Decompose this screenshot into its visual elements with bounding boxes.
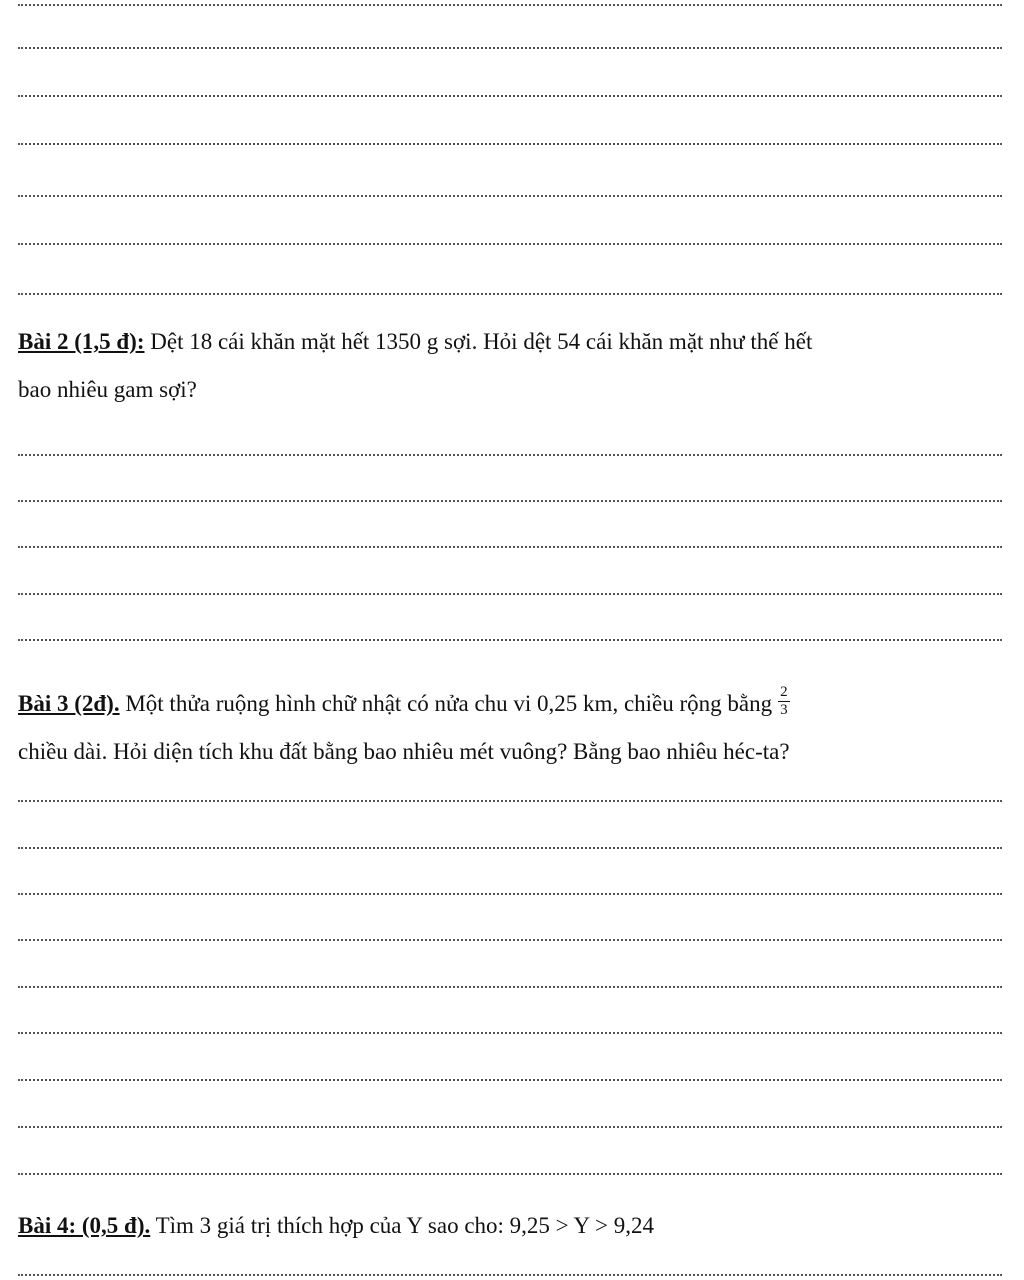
answer-line <box>18 546 1002 548</box>
answer-line <box>18 500 1002 502</box>
answer-line <box>18 847 1002 849</box>
answer-line <box>18 454 1002 456</box>
problem-2-line-1 <box>18 318 1008 366</box>
problem-4-text: Tìm 3 giá trị thích hợp của Y sao cho: 9,25 > Y > 9,24 <box>150 1213 655 1238</box>
fraction <box>778 684 790 719</box>
problem-3-line-1 <box>18 680 1008 728</box>
answer-line <box>18 939 1002 941</box>
problem-3-line-2: chiều dài. Hỏi diện tích khu đất bằng bao nhiêu mét vuông? Bằng bao nhiêu héc-ta? <box>18 739 790 764</box>
answer-line <box>18 95 1002 97</box>
answer-line <box>18 593 1002 595</box>
answer-line <box>18 986 1002 988</box>
problem-3-text: Một thửa ruộng hình chữ nhật có nửa chu vi 0,25 km, chiều rộng bằng <box>119 691 773 716</box>
fraction-numerator: 2 <box>780 684 788 701</box>
problem-2 <box>18 318 1008 414</box>
answer-line <box>18 47 1002 49</box>
answer-line <box>18 1032 1002 1034</box>
problem-4-line-1 <box>18 1202 1008 1250</box>
problem-2-line-2: bao nhiêu gam sợi? <box>18 377 197 402</box>
problem-3 <box>18 680 1008 776</box>
answer-line <box>18 4 1002 6</box>
problem-4-label: Bài 4: (0,5 đ). <box>18 1213 151 1238</box>
answer-line <box>18 893 1002 895</box>
problem-3-label: Bài 3 (2đ). <box>18 691 120 716</box>
answer-line <box>18 1079 1002 1081</box>
answer-line <box>18 293 1002 295</box>
answer-line <box>18 639 1002 641</box>
answer-line <box>18 1173 1002 1175</box>
answer-line <box>18 143 1002 145</box>
fraction-denominator: 3 <box>780 702 788 719</box>
answer-line <box>18 1274 1002 1276</box>
answer-line <box>18 800 1002 802</box>
answer-line <box>18 1126 1002 1128</box>
answer-line <box>18 243 1002 245</box>
problem-4 <box>18 1202 1008 1250</box>
problem-2-text: Dệt 18 cái khăn mặt hết 1350 g sợi. Hỏi dệt 54 cái khăn mặt như thế hết <box>144 329 813 354</box>
problem-2-label: Bài 2 (1,5 đ): <box>18 329 145 354</box>
answer-line <box>18 195 1002 197</box>
